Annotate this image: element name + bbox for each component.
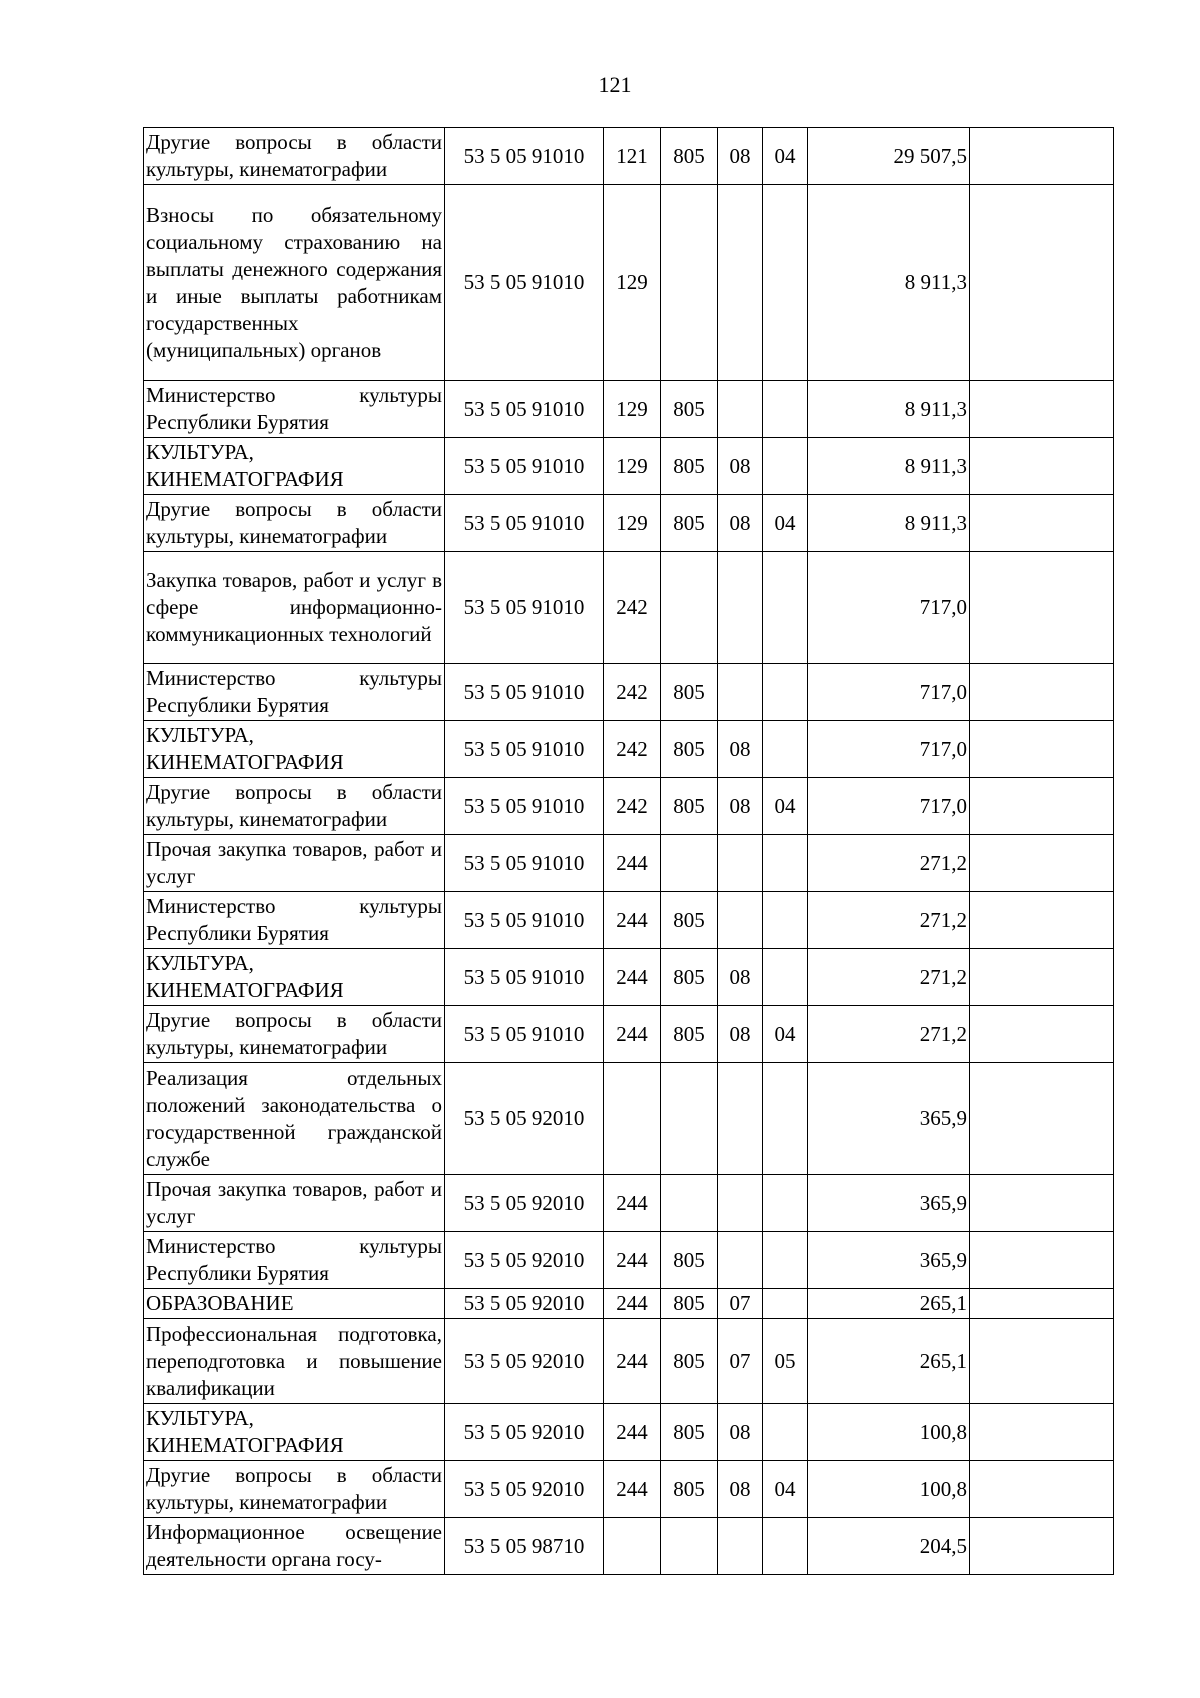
- row-section-code: 08: [718, 1404, 763, 1461]
- row-csr-code: 53 5 05 91010: [445, 778, 604, 835]
- row-name: Реализация отдельных положений законодательства о государственной гражданской службе: [144, 1063, 445, 1175]
- table-row: [144, 1319, 1114, 1404]
- row-ministry-code: [661, 835, 718, 892]
- row-subsection-code: [763, 1289, 808, 1319]
- row-name: ОБРАЗОВАНИЕ: [144, 1289, 445, 1319]
- table-row: [144, 128, 1114, 185]
- row-ministry-code: 805: [661, 1319, 718, 1404]
- row-ministry-code: [661, 1175, 718, 1232]
- row-subsection-code: [763, 438, 808, 495]
- table-row: [144, 1006, 1114, 1063]
- row-amount: 365,9: [808, 1232, 970, 1289]
- row-ministry-code: 805: [661, 381, 718, 438]
- row-extra: [970, 835, 1114, 892]
- row-amount: 8 911,3: [808, 185, 970, 381]
- row-csr-code: 53 5 05 91010: [445, 128, 604, 185]
- row-ministry-code: 805: [661, 892, 718, 949]
- row-csr-code: 53 5 05 92010: [445, 1289, 604, 1319]
- row-name: Министерство культуры Республики Бурятия: [144, 1232, 445, 1289]
- row-name: КУЛЬТУРА, КИНЕМАТОГРАФИЯ: [144, 721, 445, 778]
- row-vr-code: 244: [604, 1175, 661, 1232]
- row-ministry-code: [661, 1518, 718, 1575]
- row-amount: 717,0: [808, 778, 970, 835]
- row-section-code: [718, 381, 763, 438]
- row-name: Прочая закупка товаров, работ и услуг: [144, 835, 445, 892]
- row-vr-code: 242: [604, 778, 661, 835]
- row-vr-code: 244: [604, 835, 661, 892]
- row-vr-code: 242: [604, 721, 661, 778]
- row-vr-code: [604, 1063, 661, 1175]
- row-subsection-code: [763, 552, 808, 664]
- row-section-code: [718, 664, 763, 721]
- row-vr-code: 244: [604, 1319, 661, 1404]
- table-row: [144, 892, 1114, 949]
- row-name: Взносы по обязательному социальному страхованию на выплаты денежного содержания и иные выплаты работникам государственных (муниципальных) органов: [144, 185, 445, 381]
- row-section-code: [718, 892, 763, 949]
- row-subsection-code: [763, 892, 808, 949]
- table-row: [144, 552, 1114, 664]
- table-row: [144, 1232, 1114, 1289]
- row-subsection-code: [763, 381, 808, 438]
- row-csr-code: 53 5 05 91010: [445, 381, 604, 438]
- row-section-code: [718, 835, 763, 892]
- table-row: [144, 495, 1114, 552]
- row-vr-code: 129: [604, 495, 661, 552]
- row-subsection-code: [763, 1518, 808, 1575]
- row-ministry-code: 805: [661, 721, 718, 778]
- row-amount: 271,2: [808, 949, 970, 1006]
- row-extra: [970, 664, 1114, 721]
- row-subsection-code: 04: [763, 778, 808, 835]
- row-vr-code: 244: [604, 1006, 661, 1063]
- row-name: КУЛЬТУРА, КИНЕМАТОГРАФИЯ: [144, 1404, 445, 1461]
- row-ministry-code: 805: [661, 778, 718, 835]
- row-subsection-code: [763, 664, 808, 721]
- row-extra: [970, 949, 1114, 1006]
- row-amount: 8 911,3: [808, 495, 970, 552]
- row-csr-code: 53 5 05 91010: [445, 495, 604, 552]
- row-subsection-code: 04: [763, 495, 808, 552]
- row-name: Министерство культуры Республики Бурятия: [144, 664, 445, 721]
- row-subsection-code: [763, 949, 808, 1006]
- row-extra: [970, 1063, 1114, 1175]
- row-section-code: [718, 185, 763, 381]
- row-section-code: 08: [718, 495, 763, 552]
- row-ministry-code: 805: [661, 128, 718, 185]
- row-ministry-code: [661, 185, 718, 381]
- row-subsection-code: [763, 721, 808, 778]
- row-ministry-code: 805: [661, 1006, 718, 1063]
- row-extra: [970, 381, 1114, 438]
- row-subsection-code: [763, 1175, 808, 1232]
- table-row: [144, 664, 1114, 721]
- row-amount: 271,2: [808, 892, 970, 949]
- row-vr-code: 244: [604, 892, 661, 949]
- row-vr-code: [604, 1518, 661, 1575]
- row-ministry-code: 805: [661, 949, 718, 1006]
- row-amount: 204,5: [808, 1518, 970, 1575]
- row-name: Закупка товаров, работ и услуг в сфере информационно-коммуникационных технологий: [144, 552, 445, 664]
- row-amount: 8 911,3: [808, 438, 970, 495]
- row-name: Другие вопросы в области культуры, кинематографии: [144, 1461, 445, 1518]
- table-row: [144, 1461, 1114, 1518]
- row-name: Прочая закупка товаров, работ и услуг: [144, 1175, 445, 1232]
- row-csr-code: 53 5 05 91010: [445, 892, 604, 949]
- row-csr-code: 53 5 05 91010: [445, 949, 604, 1006]
- budget-table-body: [144, 128, 1114, 1575]
- row-vr-code: 244: [604, 949, 661, 1006]
- table-row: [144, 721, 1114, 778]
- row-csr-code: 53 5 05 92010: [445, 1319, 604, 1404]
- row-section-code: 08: [718, 438, 763, 495]
- row-extra: [970, 721, 1114, 778]
- row-section-code: 08: [718, 721, 763, 778]
- row-section-code: [718, 1063, 763, 1175]
- row-csr-code: 53 5 05 91010: [445, 664, 604, 721]
- table-row: [144, 835, 1114, 892]
- row-amount: 271,2: [808, 835, 970, 892]
- budget-table: [143, 127, 1114, 1575]
- row-name: Другие вопросы в области культуры, кинематографии: [144, 1006, 445, 1063]
- page-number: 121: [598, 72, 632, 97]
- row-csr-code: 53 5 05 91010: [445, 185, 604, 381]
- row-name: Профессиональная подготовка, переподготовка и повышение квалификации: [144, 1319, 445, 1404]
- row-extra: [970, 552, 1114, 664]
- row-ministry-code: 805: [661, 438, 718, 495]
- row-ministry-code: 805: [661, 1404, 718, 1461]
- row-name: Министерство культуры Республики Бурятия: [144, 892, 445, 949]
- row-name: Информационное освещение деятельности органа госу-: [144, 1518, 445, 1575]
- row-csr-code: 53 5 05 98710: [445, 1518, 604, 1575]
- row-name: КУЛЬТУРА, КИНЕМАТОГРАФИЯ: [144, 438, 445, 495]
- row-section-code: 08: [718, 778, 763, 835]
- row-amount: 8 911,3: [808, 381, 970, 438]
- row-section-code: [718, 1175, 763, 1232]
- row-ministry-code: 805: [661, 1232, 718, 1289]
- row-extra: [970, 1319, 1114, 1404]
- row-subsection-code: 05: [763, 1319, 808, 1404]
- row-csr-code: 53 5 05 91010: [445, 835, 604, 892]
- row-csr-code: 53 5 05 92010: [445, 1461, 604, 1518]
- row-amount: 717,0: [808, 721, 970, 778]
- row-section-code: 07: [718, 1289, 763, 1319]
- row-name: КУЛЬТУРА, КИНЕМАТОГРАФИЯ: [144, 949, 445, 1006]
- row-extra: [970, 1461, 1114, 1518]
- row-section-code: [718, 1518, 763, 1575]
- row-csr-code: 53 5 05 91010: [445, 438, 604, 495]
- table-row: [144, 1289, 1114, 1319]
- row-csr-code: 53 5 05 92010: [445, 1404, 604, 1461]
- row-csr-code: 53 5 05 92010: [445, 1175, 604, 1232]
- row-section-code: [718, 1232, 763, 1289]
- row-subsection-code: [763, 835, 808, 892]
- row-section-code: 08: [718, 128, 763, 185]
- row-vr-code: 244: [604, 1404, 661, 1461]
- row-csr-code: 53 5 05 92010: [445, 1063, 604, 1175]
- row-vr-code: 121: [604, 128, 661, 185]
- row-ministry-code: [661, 1063, 718, 1175]
- row-ministry-code: 805: [661, 1461, 718, 1518]
- row-extra: [970, 1232, 1114, 1289]
- table-row: [144, 949, 1114, 1006]
- row-csr-code: 53 5 05 92010: [445, 1232, 604, 1289]
- row-subsection-code: [763, 1232, 808, 1289]
- table-row: [144, 438, 1114, 495]
- row-amount: 100,8: [808, 1404, 970, 1461]
- row-vr-code: 129: [604, 438, 661, 495]
- row-vr-code: 129: [604, 381, 661, 438]
- row-subsection-code: 04: [763, 1006, 808, 1063]
- row-vr-code: 244: [604, 1232, 661, 1289]
- row-subsection-code: 04: [763, 1461, 808, 1518]
- row-vr-code: 244: [604, 1289, 661, 1319]
- table-row: [144, 381, 1114, 438]
- row-amount: 29 507,5: [808, 128, 970, 185]
- row-name: Министерство культуры Республики Бурятия: [144, 381, 445, 438]
- row-extra: [970, 1006, 1114, 1063]
- row-extra: [970, 495, 1114, 552]
- row-extra: [970, 128, 1114, 185]
- row-amount: 265,1: [808, 1319, 970, 1404]
- table-row: [144, 1063, 1114, 1175]
- row-ministry-code: [661, 552, 718, 664]
- row-section-code: [718, 552, 763, 664]
- row-section-code: 08: [718, 949, 763, 1006]
- table-row: [144, 1518, 1114, 1575]
- row-vr-code: 129: [604, 185, 661, 381]
- row-amount: 365,9: [808, 1175, 970, 1232]
- row-vr-code: 242: [604, 664, 661, 721]
- row-ministry-code: 805: [661, 1289, 718, 1319]
- row-name: Другие вопросы в области культуры, кинематографии: [144, 778, 445, 835]
- row-amount: 365,9: [808, 1063, 970, 1175]
- row-subsection-code: [763, 185, 808, 381]
- table-row: [144, 185, 1114, 381]
- row-extra: [970, 892, 1114, 949]
- row-csr-code: 53 5 05 91010: [445, 721, 604, 778]
- row-name: Другие вопросы в области культуры, кинематографии: [144, 495, 445, 552]
- row-subsection-code: [763, 1063, 808, 1175]
- row-extra: [970, 1404, 1114, 1461]
- table-row: [144, 1175, 1114, 1232]
- row-ministry-code: 805: [661, 664, 718, 721]
- row-subsection-code: [763, 1404, 808, 1461]
- row-amount: 265,1: [808, 1289, 970, 1319]
- row-ministry-code: 805: [661, 495, 718, 552]
- row-name: Другие вопросы в области культуры, кинематографии: [144, 128, 445, 185]
- row-section-code: 08: [718, 1006, 763, 1063]
- row-extra: [970, 438, 1114, 495]
- row-csr-code: 53 5 05 91010: [445, 1006, 604, 1063]
- row-vr-code: 242: [604, 552, 661, 664]
- row-amount: 717,0: [808, 552, 970, 664]
- row-amount: 100,8: [808, 1461, 970, 1518]
- row-csr-code: 53 5 05 91010: [445, 552, 604, 664]
- row-section-code: 08: [718, 1461, 763, 1518]
- row-subsection-code: 04: [763, 128, 808, 185]
- row-amount: 717,0: [808, 664, 970, 721]
- table-row: [144, 778, 1114, 835]
- row-extra: [970, 778, 1114, 835]
- table-row: [144, 1404, 1114, 1461]
- row-extra: [970, 1518, 1114, 1575]
- row-vr-code: 244: [604, 1461, 661, 1518]
- row-extra: [970, 1289, 1114, 1319]
- row-amount: 271,2: [808, 1006, 970, 1063]
- row-section-code: 07: [718, 1319, 763, 1404]
- row-extra: [970, 1175, 1114, 1232]
- row-extra: [970, 185, 1114, 381]
